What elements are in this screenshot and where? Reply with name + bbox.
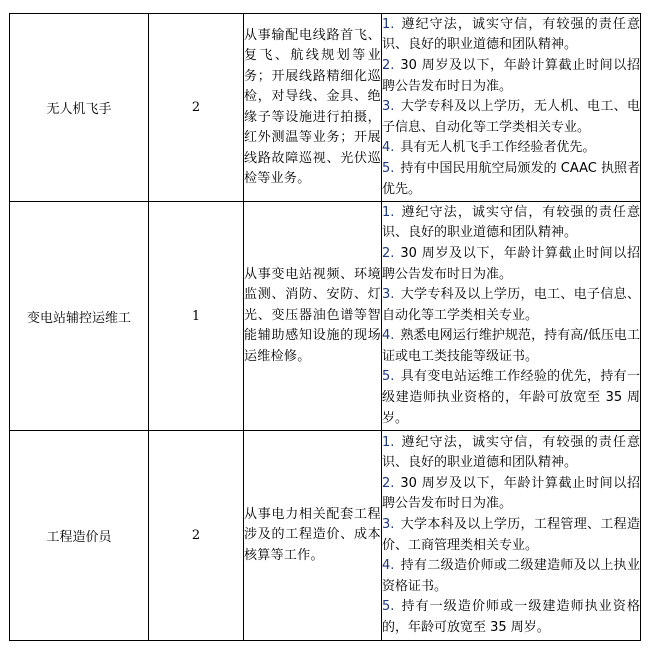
requirement-number: 2. (382, 475, 395, 491)
requirements-cell (382, 431, 641, 641)
duty-cell (244, 14, 382, 202)
requirement-number: 4. (382, 140, 395, 156)
requirement-text: 大学专科及以上学历，无人机、电工、电子信息、自动化等工学类相关专业。 (382, 99, 640, 135)
requirements-cell (382, 202, 641, 431)
requirement-number: 5. (382, 599, 395, 615)
requirement-number: 5. (382, 160, 395, 176)
position-title: 变电站辅控运维工 (26, 310, 131, 326)
requirement-item (382, 433, 640, 474)
requirement-number: 5. (382, 369, 395, 385)
requirement-number: 4. (382, 558, 395, 574)
duty-text: 从事输配电线路首飞、复飞、航线规划等业务；开展线路精细化巡检，对导线、金具、绝缘子等设施进行拍摄，红外测温等业务；开展线路故障巡视、光伏巡检等业务。 (244, 27, 381, 186)
requirement-text: 30 周岁及以下，年龄计算截止时间以招聘公告发布时日为准。 (382, 245, 640, 282)
requirement-text: 遵纪守法，诚实守信，有较强的责任意识、良好的职业道德和团队精神。 (382, 16, 640, 53)
requirement-number: 3. (382, 99, 395, 115)
requirement-item (382, 326, 640, 367)
requirement-text: 大学本科及以上学历，工程管理、工程造价、工商管理类相关专业。 (382, 516, 640, 553)
requirement-text: 30 周岁及以下，年龄计算截止时间以招聘公告发布时日为准。 (382, 475, 640, 512)
requirement-item (382, 244, 640, 285)
duty-cell (244, 431, 382, 641)
requirement-item (382, 285, 640, 326)
headcount-cell (149, 14, 244, 202)
requirement-number: 2. (382, 245, 395, 261)
requirement-item (382, 203, 640, 244)
requirement-item (382, 159, 640, 200)
table-row-substation-maintenance (10, 202, 641, 431)
headcount-cell (149, 202, 244, 431)
requirement-item (382, 474, 640, 515)
duty-text: 从事变电站视频、环境监测、消防、安防、灯光、变压器油色谱等智能辅助感知设施的现场运维检修。 (244, 266, 381, 364)
requirement-text: 30 周岁及以下，年龄计算截止时间以招聘公告发布时日为准。 (382, 58, 640, 94)
requirement-number: 1. (382, 434, 395, 450)
requirement-text: 具有无人机飞手工作经验者优先。 (400, 140, 596, 156)
requirement-item (382, 515, 640, 556)
headcount-cell (149, 431, 244, 641)
duty-text: 从事电力相关配套工程涉及的工程造价、成本核算等工作。 (244, 506, 381, 563)
table-row-cost-estimator (10, 431, 641, 641)
requirement-text: 持有中国民用航空局颁发的 CAAC 执照者优先。 (382, 160, 640, 197)
headcount: 2 (191, 528, 201, 543)
requirement-text: 遵纪守法，诚实守信，有较强的责任意识、良好的职业道德和团队精神。 (382, 434, 640, 471)
requirement-number: 3. (382, 516, 395, 532)
position-title-cell (10, 14, 149, 202)
requirement-text: 持有二级造价师或二级建造师及以上执业资格证书。 (382, 558, 640, 594)
requirement-number: 3. (382, 287, 395, 303)
position-title: 工程造价员 (46, 530, 112, 545)
requirement-text: 遵纪守法，诚实守信，有较强的责任意识、良好的职业道德和团队精神。 (382, 204, 640, 241)
requirement-text: 熟悉电网运行维护规范，持有高/低压电工证或电工类技能等级证书。 (382, 328, 640, 364)
requirement-number: 1. (382, 16, 395, 32)
requirements-cell (382, 14, 641, 202)
job-requirements-table (9, 13, 641, 641)
requirement-text: 具有变电站运维工作经验的优先，持有一级建造师执业资格的，年龄可放宽至 35 周岁。 (382, 369, 640, 426)
headcount: 1 (191, 308, 201, 324)
requirement-text: 大学专科及以上学历，电工、电子信息、自动化等工学类相关专业。 (382, 287, 640, 323)
requirement-number: 4. (382, 328, 395, 344)
requirement-item (382, 138, 640, 159)
position-title: 无人机飞手 (46, 102, 112, 117)
requirement-number: 2. (382, 58, 395, 74)
requirement-item (382, 15, 640, 56)
table-row-drone-pilot (10, 14, 641, 202)
position-title-cell (10, 431, 149, 641)
requirement-item (382, 597, 640, 638)
requirement-item (382, 367, 640, 429)
duty-cell (244, 202, 382, 431)
requirement-item (382, 97, 640, 138)
headcount: 2 (191, 100, 201, 115)
requirement-item (382, 556, 640, 597)
requirement-text: 持有一级造价师或一级建造师执业资格的，年龄可放宽至 35 周岁。 (382, 599, 640, 635)
requirement-number: 1. (382, 204, 395, 220)
requirement-item (382, 56, 640, 97)
position-title-cell (10, 202, 149, 431)
